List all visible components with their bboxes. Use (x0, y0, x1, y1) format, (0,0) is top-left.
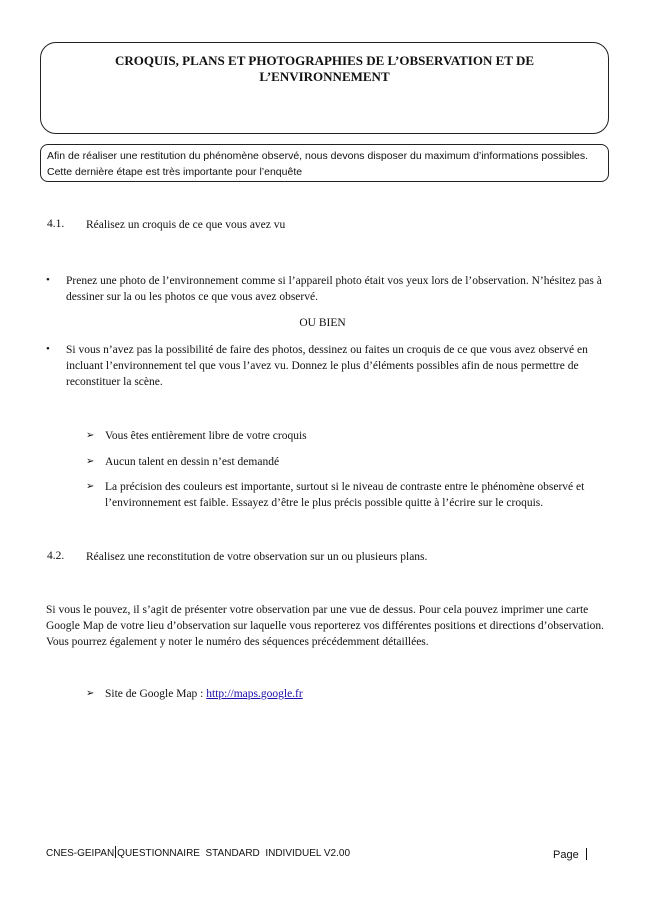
title-line-2: L’ENVIRONNEMENT (259, 69, 390, 84)
google-map-label: Site de Google Map : (105, 688, 204, 700)
tip-item: La précision des couleurs est importante, surtout si le niveau de contraste entre le phénomène observé et l’environnement est faible. Essayez d’être le plus précis possible quitte à l’écrire sur le croquis. (105, 481, 585, 509)
section-1-bullet-photo: Prenez une photo de l’environnement comme si l’appareil photo était vos yeux lors de l’observation. N’hésitez pas à dessiner sur la ou les photos ce que vous avez observé. (66, 275, 602, 303)
section-2-number: 4.2. (47, 550, 65, 562)
section-2-heading: Réalisez une reconstitution de votre observation sur un ou plusieurs plans. (86, 551, 428, 563)
footer-org: CNES-GEIPAN (46, 848, 115, 859)
footer-right (553, 848, 588, 861)
arrow-bullet-icon: ➢ (86, 430, 95, 441)
title-box (40, 42, 609, 134)
bullet-dot: • (46, 274, 50, 286)
arrow-bullet-icon: ➢ (86, 481, 95, 492)
tip-item: Aucun talent en dessin n’est demandé (105, 456, 280, 468)
title-line-1: CROQUIS, PLANS ET PHOTOGRAPHIES DE L’OBSERVATION ET DE (114, 53, 535, 68)
intro-box: Afin de réaliser une restitution du phénomène observé, nous devons disposer du maximum d’informations possibles. Cette dernière étape est très importante pour l’enquête (40, 144, 609, 182)
section-1-number: 4.1. (47, 218, 65, 230)
footer-left (46, 846, 350, 859)
bullet-dot: • (46, 343, 50, 355)
google-map-item (105, 686, 303, 702)
or-separator: OU BIEN (299, 317, 346, 329)
document-title (41, 53, 608, 85)
section-2-paragraph: Si vous le pouvez, il s’agit de présenter votre observation par une vue de dessus. Pour cela pouvez imprimer une carte Google Map de votre lieu d’observation sur laquelle vous reporterez vos différentes positions et directions d’observation. Vous pourrez également y noter le numéro des séquences précédemment détaillées. (46, 604, 605, 648)
footer-page-separator (586, 848, 587, 860)
arrow-bullet-icon: ➢ (86, 456, 95, 467)
tip-item: Vous êtes entièrement libre de votre croquis (105, 430, 307, 442)
arrow-bullet-icon: ➢ (86, 688, 95, 699)
section-1-heading: Réalisez un croquis de ce que vous avez vu (86, 219, 286, 231)
footer-page: Page (553, 849, 579, 861)
section-1-bullet-sketch: Si vous n’avez pas la possibilité de faire des photos, dessinez ou faites un croquis de ce que vous avez observé en incluant l’environnement tel que vous l’avez vu. Donnez le plus d’éléments possibles afin de nous permettre de reconstituer la scène. (66, 344, 588, 388)
footer-doc: QUESTIONNAIRE STANDARD INDIVIDUEL V2.00 (117, 848, 350, 859)
google-map-link[interactable]: http://maps.google.fr (206, 688, 303, 700)
